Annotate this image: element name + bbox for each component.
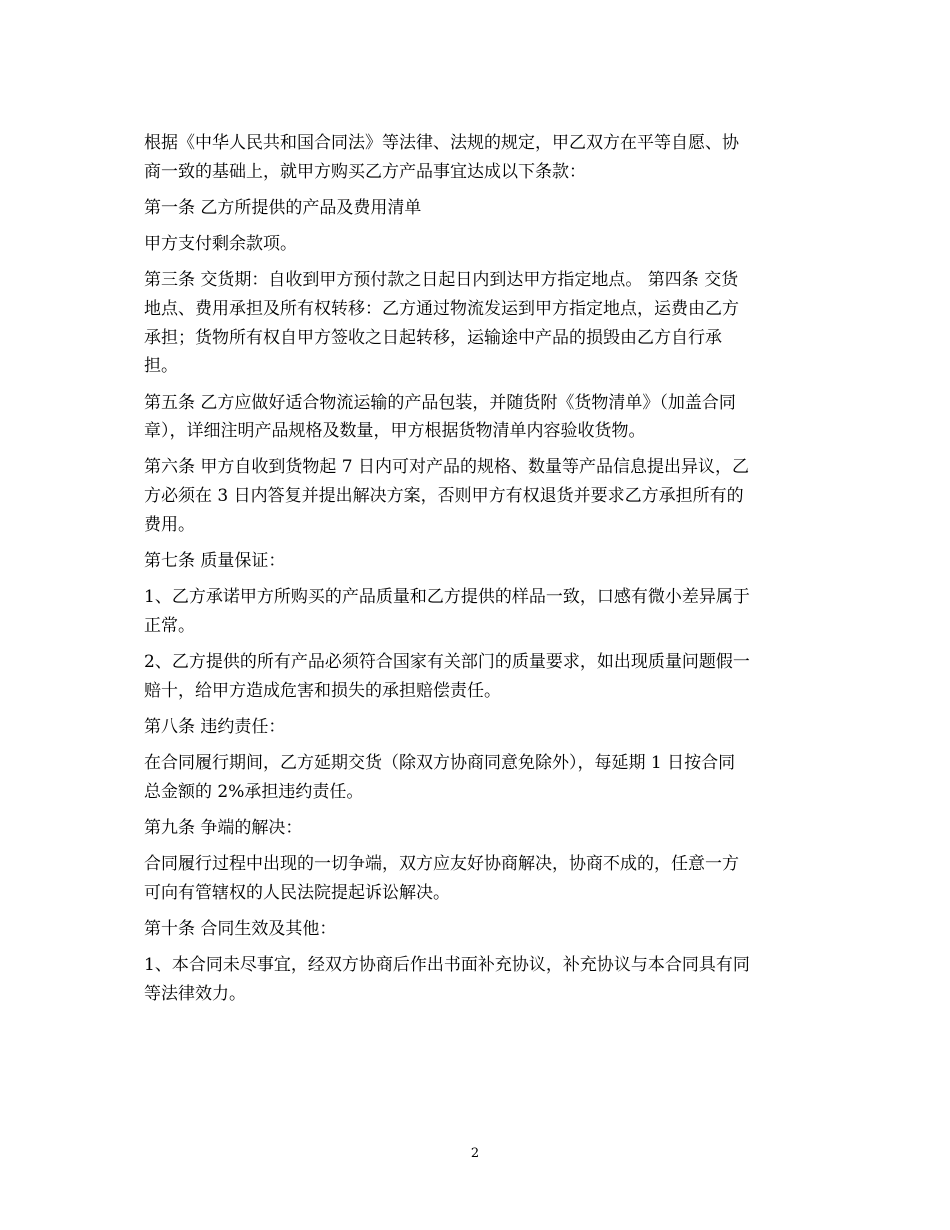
- article-9-body: [144, 850, 814, 908]
- text-line: 正常。: [144, 616, 195, 637]
- text-line: 第八条 违约责任：: [144, 717, 286, 738]
- text-line: 费用。: [144, 515, 195, 536]
- text-line: 赔十，给甲方造成危害和损失的承担赔偿责任。: [144, 680, 501, 701]
- text-line: 1、乙方承诺甲方所购买的产品质量和乙方提供的样品一致，口感有微小差异属于: [144, 587, 750, 608]
- article-7-heading: [144, 547, 814, 576]
- text-line: 总金额的 2%承担违约责任。: [144, 781, 364, 802]
- intro-paragraph: [144, 129, 814, 187]
- article-10-item-1: [144, 951, 814, 1009]
- text-line: 方必须在 3 日内答复并提出解决方案，否则甲方有权退货并要求乙方承担所有的: [144, 486, 744, 507]
- text-line: 第九条 争端的解决：: [144, 818, 303, 838]
- article-6-paragraph: [144, 453, 814, 539]
- text-line: 在合同履行期间，乙方延期交货（除双方协商同意免除外），每延期 1 日按合同: [144, 753, 736, 774]
- text-line: 第一条 乙方所提供的产品及费用清单: [144, 197, 422, 218]
- text-line: 商一致的基础上，就甲方购买乙方产品事宜达成以下条款：: [144, 161, 586, 182]
- text-line: 第六条 甲方自收到货物起 7 日内可对产品的规格、数量等产品信息提出异议，乙: [144, 457, 750, 478]
- article-1-heading: [144, 194, 814, 223]
- payment-remaining-paragraph: [144, 230, 814, 259]
- page-number: 2: [470, 1146, 480, 1161]
- article-9-heading: [144, 814, 814, 843]
- article-5-paragraph: [144, 389, 814, 447]
- text-line: 甲方支付剩余款项。: [144, 233, 297, 254]
- article-3-4-paragraph: [144, 266, 814, 381]
- text-line: 第五条 乙方应做好适合物流运输的产品包装，并随货附《货物清单》（加盖合同: [144, 392, 736, 413]
- text-line: 担。: [144, 356, 178, 377]
- text-line: 地点、费用承担及所有权转移：乙方通过物流发运到甲方指定地点，运费由乙方: [144, 298, 739, 319]
- text-line: 等法律效力。: [144, 983, 246, 1004]
- text-line: 承担；货物所有权自甲方签收之日起转移，运输途中产品的损毁由乙方自行承: [144, 327, 722, 348]
- text-line: 章），详细注明产品规格及数量，甲方根据货物清单内容验收货物。: [144, 421, 646, 442]
- article-7-item-2: [144, 648, 814, 706]
- article-7-item-1: [144, 583, 814, 641]
- text-line: 第十条 合同生效及其他：: [144, 918, 337, 939]
- text-line: 2、乙方提供的所有产品必须符合国家有关部门的质量要求，如出现质量问题假一: [144, 652, 750, 673]
- text-line: 第三条 交货期：自收到甲方预付款之日起日内到达甲方指定地点。 第四条 交货: [144, 270, 739, 291]
- document-body: [144, 129, 814, 1016]
- article-10-heading: [144, 915, 814, 944]
- text-line: 根据《中华人民共和国合同法》等法律、法规的规定，甲乙双方在平等自愿、协: [144, 133, 739, 153]
- text-line: 第七条 质量保证：: [144, 551, 286, 572]
- text-line: 可向有管辖权的人民法院提起诉讼解决。: [144, 882, 450, 903]
- article-8-heading: [144, 713, 814, 742]
- text-line: 1、本合同未尽事宜，经双方协商后作出书面补充协议，补充协议与本合同具有同: [144, 955, 750, 976]
- article-8-body: [144, 749, 814, 807]
- text-line: 合同履行过程中出现的一切争端，双方应友好协商解决，协商不成的，任意一方: [144, 854, 739, 875]
